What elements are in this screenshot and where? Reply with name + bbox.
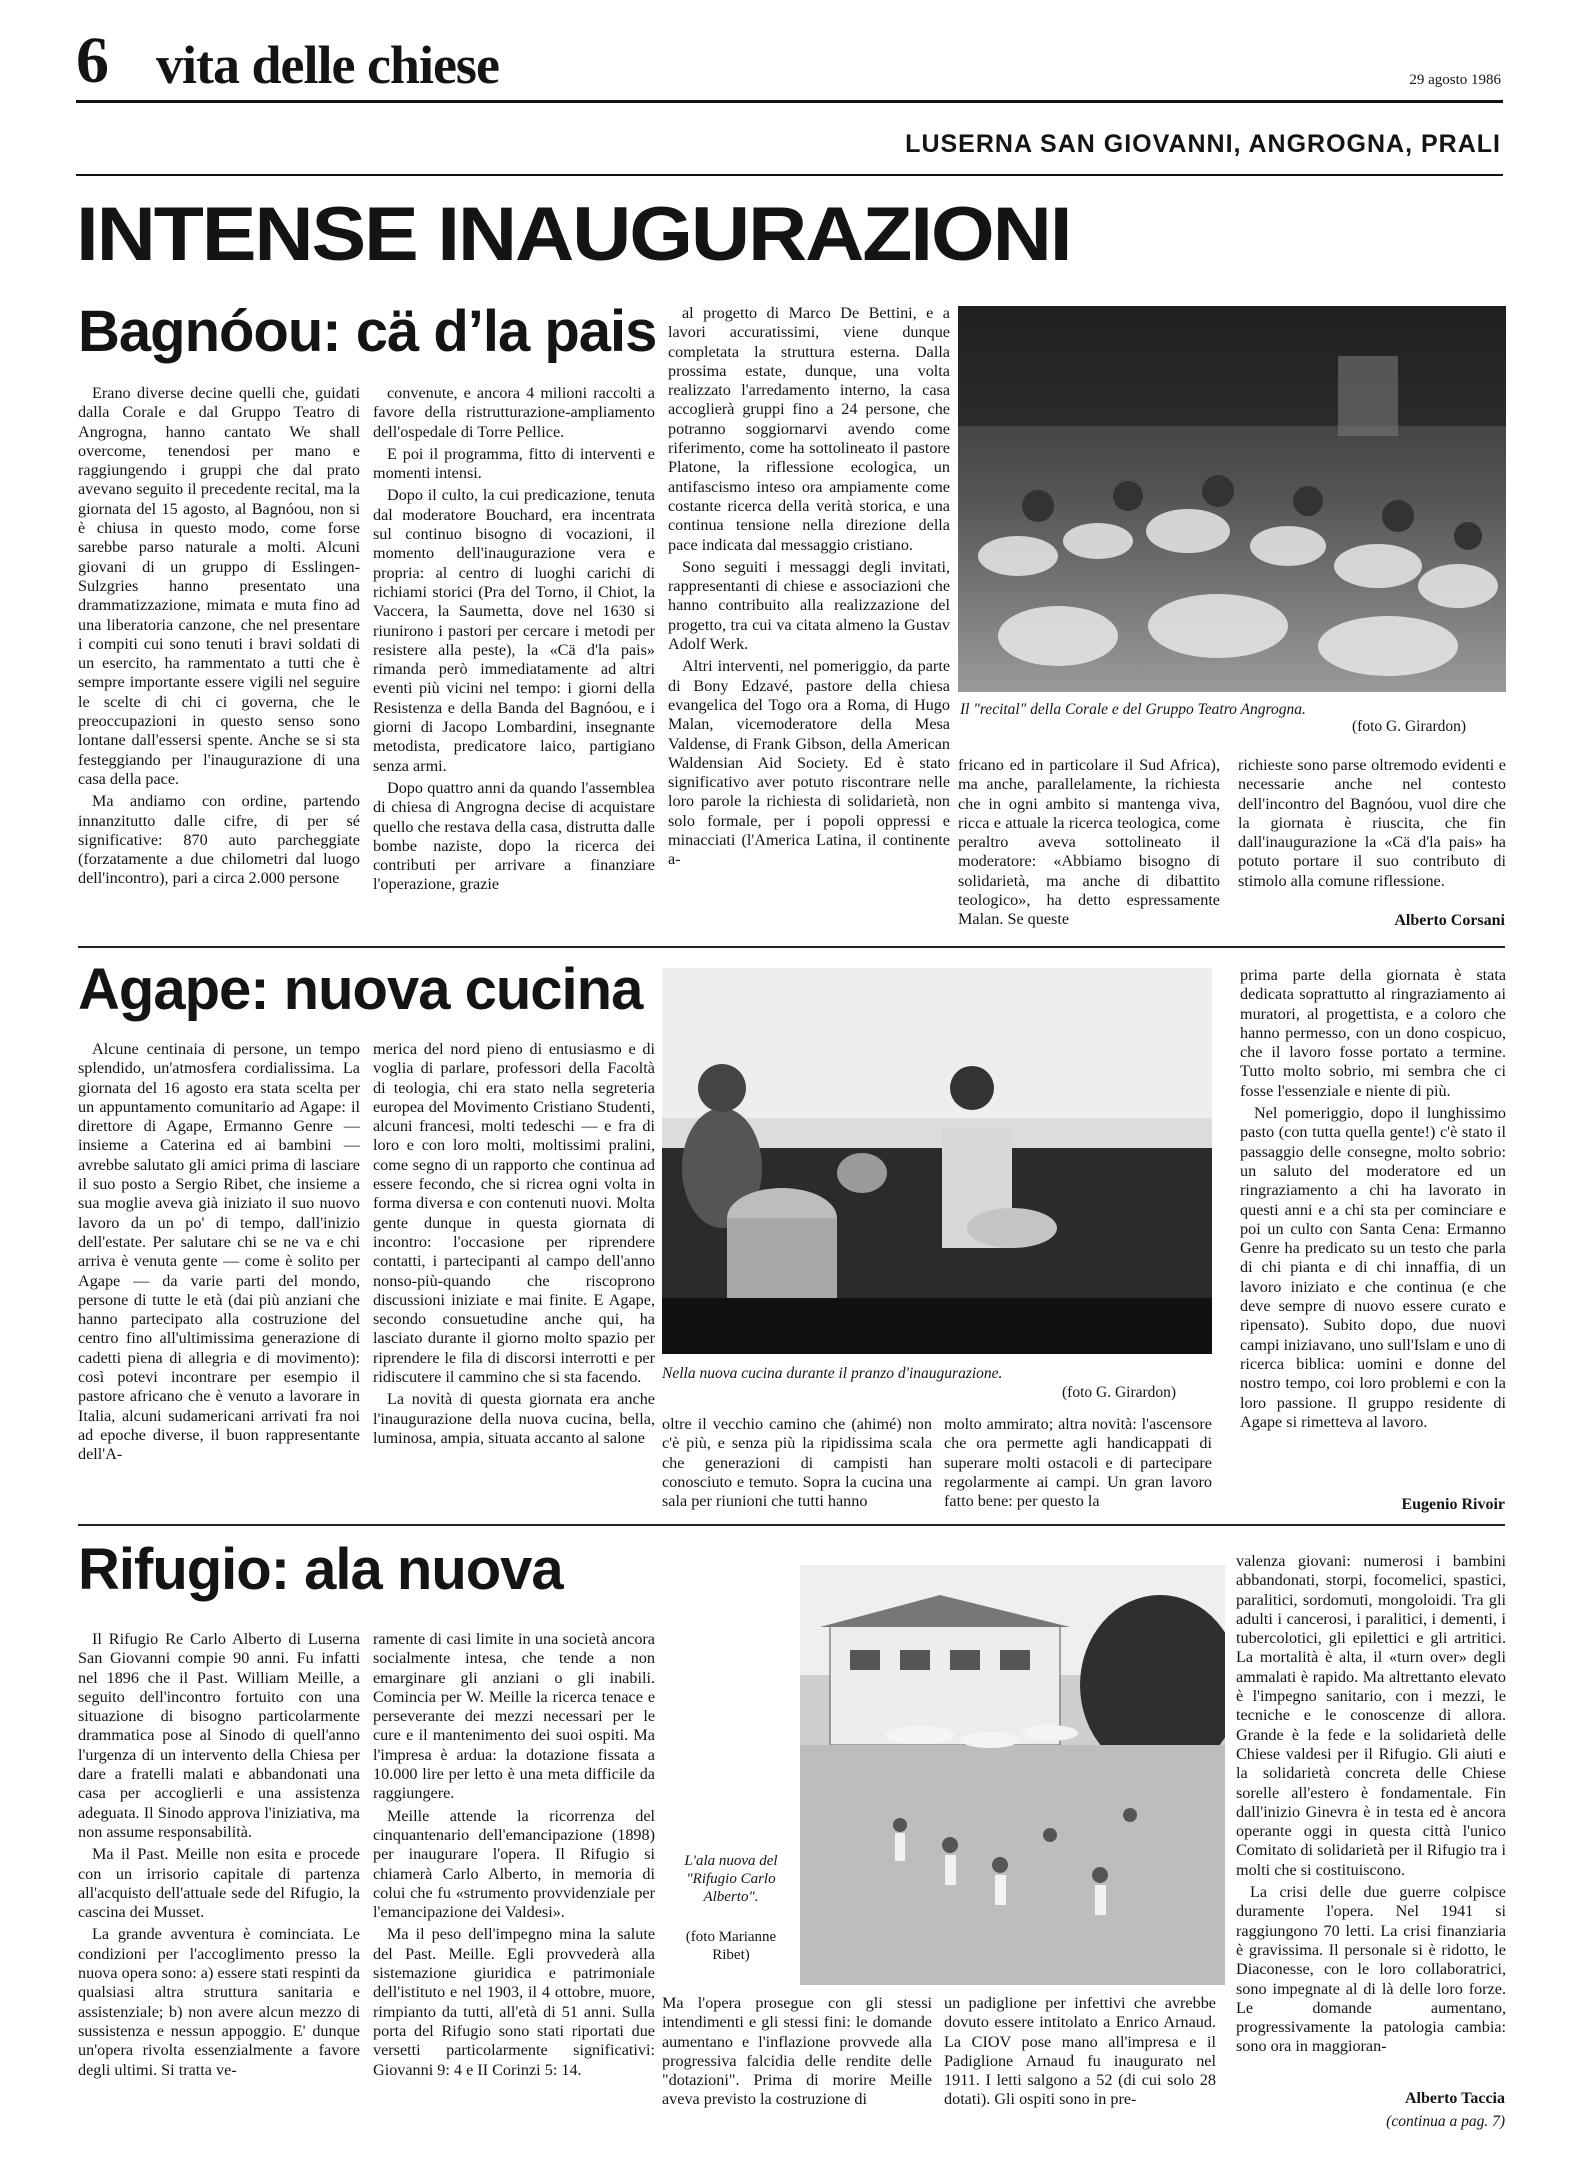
article1-paragraph: Dopo quattro anni da quando l'assemblea di chiesa di Angrogna decise di acquistare quello che restava della casa, distrutta dalle bombe naziste, dopo la ricerca dei contributi per arrivare a finanziare l'operazione, grazie [373,778,655,894]
article3-paragraph: Ma l'opera prosegue con gli stessi intendimenti e gli stessi fini: le domande aumentano e l'inflazione provvede alla progressiva falcidia delle rendite delle "dotazioni". Prima di morire Meille aveva previsto la costruzione di [662,1994,932,2109]
article1-paragraph: E poi il programma, fitto di interventi e momenti intensi. [373,444,655,483]
article3-column-3 [662,1994,932,2120]
article1-paragraph: Sono seguiti i messaggi degli invitati, rappresentanti di chiese e associazioni che hanno contribuito alla realizzazione del progetto, tra cui va citata almeno la Gustav Adolf Werk. [668,557,950,654]
article3-paragraph: un padiglione per infettivi che avrebbe dovuto essere intitolato a Enrico Arnaud. La CIOV pose mano all'impresa e il Padiglione Arnaud fu inaugurato nel 1911. I letti salgono a 52 (di cui solo 28 dotati). Gli ospiti sono in pre- [944,1994,1216,2109]
article3-paragraph: Ma il Past. Meille non esita e procede con un irrisorio capitale di partenza all'acquisto dell'attuale sede del Rifugio, la cascina dei Musset. [78,1845,360,1922]
recital-photo-credit: (foto G. Girardon) [1352,718,1467,735]
article1-paragraph: richieste sono parse oltremodo evidenti e necessarie anche nel contesto dell'incontro del Bagnóou, vuol dire che la giornata è riuscita, che fin dall'inaugurazione la «Cä d'la pais» ha potuto portare il suo contributo di stimolo alla comune riflessione. [1238,756,1506,890]
kitchen-photo [662,968,1212,1354]
article1-paragraph: Ma andiamo con ordine, partendo innanzitutto dalle cifre, di per sé significative: 870 auto parcheggiate (forzatamente a due chilometri dal luogo dell'incontro), pari a circa 2.000 persone [78,792,360,888]
article1-column-1 [78,384,360,939]
article2-column-2 [373,1040,655,1514]
article1-paragraph: fricano ed in particolare il Sud Africa), ma anche, parallelamente, la richiesta che in ogni ambito si mantenga viva, ricca e attuale la ricerca teologica, come peraltro aveva sottolineato il moderatore: «Abbiamo bisogno di solidarietà, ma anche di dibattito teologico», ha detto espressamente Malan. Se queste [958,756,1220,929]
article3-signature: Alberto Taccia [1405,2090,1505,2107]
rifugio-photo [800,1565,1225,1985]
article1-paragraph: Altri interventi, nel pomeriggio, da parte di Bony Edzavé, pastore della chiesa evangelica del Togo ora a Roma, di Hugo Malan, vicemoderatore della Mesa Valdense, di Frank Gibson, della American Waldensian Aid Society. Ed è stato significativo aver potuto riscontrare nelle loro parole la richiesta di solidarietà, non solo formale, per i popoli oppressi e minacciati (l'America Latina, il continente a- [668,657,950,869]
issue-date: 29 agosto 1986 [1409,72,1501,88]
rifugio-photo-credit: (foto Marianne Ribet) [685,1929,777,1963]
article2-paragraph: Nel pomeriggio, dopo il lunghissimo pasto (con tutta quella gente!) c'è stato il passaggio delle consegne, molto sobrio: un saluto del moderatore ed un ringraziamento a chi ha lavorato in questi anni e a chi sta per cominciare e poi un culto con Santa Cena: Ermanno Genre ha predicato su un testo che parla di chi pianta e di chi innaffia, di un lavoro iniziato e che continua (e che deve sempre di nuovo essere curato e ripensato). Subito dopo, due nuovi campi iniziavano, uno sull'Islam e uno di ricerca biblica: uomini e donne del nostro tempo, coi loro problemi e con la loro passione. Il gruppo residente di Agape si rimetteva al lavoro. [1240,1104,1506,1431]
article1-signature: Alberto Corsani [1394,912,1505,929]
article2-paragraph: prima parte della giornata è stata dedicata soprattutto al ringraziamento ai muratori, al progettista, e a coloro che hanno permesso, con un dono cospicuo, che il lavoro fosse portato a termine. Tutto molto sobrio, mi sembra che ci fosse l'essenziale e niente di più. [1240,966,1506,1100]
kitchen-photo-image [662,968,1212,1354]
article2-headline: Agape: nuova cucina [78,957,643,1022]
rifugio-photo-caption: L'ala nuova del "Rifugio Carlo Alberto". [684,1853,778,1905]
locations-header: LUSERNA SAN GIOVANNI, ANGROGNA, PRALI [905,130,1501,158]
article2-paragraph: merica del nord pieno di entusiasmo e di voglia di parlare, professori della Facoltà di teologia, chi era stato nella segreteria europea del Movimento Cristiano Studenti, alcuni francesi, molti tedeschi — e fra di loro e con loro molti, moltissimi pralini, come segno di un rapporto che continua ad essere fecondo, che si ricrea ogni volta in forma diversa e con contenuti nuovi. Molta gente dunque in questa giornata di incontro: l'occasione per riprendere contatti, i partecipanti al campo dell'anno nonso-più-quando che riscoprono discussioni iniziate e mai finite. E Agape, secondo consuetudine anche qui, ha lasciato durante il giorno molto spazio per riprendere le fila di discorsi interrotti e per ridiscutere il cammino che si sta facendo. [373,1040,655,1387]
article2-column-4 [944,1415,1212,1515]
article3-paragraph: Ma il peso dell'impegno mina la salute del Past. Meille. Egli provvederà alla sistemazione giuridica e patrimoniale dell'istituto e nel 1903, il 4 ottobre, muore, rimpianto da tutti, all'età di 51 anni. Sulla porta del Rifugio sono stati riportati due versetti particolarmente significativi: Giovanni 9: 4 e II Corinzi 5: 14. [373,1925,655,2079]
article3-paragraph: Il Rifugio Re Carlo Alberto di Luserna San Giovanni compie 90 anni. Fu infatti nel 1896 che il Past. William Meille, a seguito dell'incontro fortuito con una situazione di bisogno particolarmente drammatica pose al Sinodo di quell'anno l'urgenza di un intervento della Chiesa per dare a fratelli malati e abbandonati una casa per accoglierli e una assistenza adeguata. Il Sinodo approva l'iniziativa, ma non assume responsabilità. [78,1630,360,1841]
kitchen-photo-credit: (foto G. Girardon) [1062,1384,1177,1401]
article-divider [78,1524,1505,1526]
article2-column-5 [1240,966,1506,1486]
section-title: vita delle chiese [156,35,499,95]
article2-column-3 [662,1415,932,1515]
subheader-rule [76,174,1503,176]
article1-column-2 [373,384,655,939]
article3-column-4 [944,1994,1216,2120]
article2-signature: Eugenio Rivoir [1401,1496,1505,1513]
recital-photo-image [958,306,1506,692]
continued-note: (continua a pag. 7) [1386,2113,1505,2130]
article1-paragraph: Erano diverse decine quelli che, guidati dalla Corale e dal Gruppo Teatro di Angrogna, hanno cantato We shall overcome, tenendosi per mano e raggiungendo i gruppi che dal prato avevano seguito il precedente recital, ma la giornata del 15 agosto, al Bagnóou, non si è chiusa in questo modo, come forse sarebbe parso naturale a molti. Alcuni giovani di un gruppo di Esslingen-Sulzgries hanno presentato una drammatizzazione, mimata e muta fino ad una liberatoria canzone, che nel presentare i compiti cui sono tenuti i bravi soldati di un esercito, ha rammentato a tutti che è sempre importante essere vigili nel seguire le scelte di chi ci governa, che le preoccupazioni in questo senso sono lontane dall'essersi spente. Anche se si sta festeggiando per l'inaugurazione di una casa della pace. [78,384,360,788]
recital-photo [958,306,1506,692]
main-headline: INTENSE INAUGURAZIONI [76,192,1071,277]
header-rule [76,100,1503,103]
rifugio-photo-image [800,1565,1225,1985]
article1-column-4 [958,756,1220,938]
article-divider [78,946,1505,948]
article3-column-1 [78,1630,360,2120]
article1-headline: Bagnóou: cä d’la pais [78,299,657,364]
article1-paragraph: Dopo il culto, la cui predicazione, tenuta dal moderatore Bouchard, era incentrata sul continuo bisogno di vocazioni, il momento dell'inaugurazione vera e propria: al centro di luoghi carichi di richiami storici (Pra del Torno, il Chiot, la Vaccera, la Saumetta, dove nel 1630 si riunirono i pastori per cercare i metodi per resistere alla peste), la «Cä d'la pais» rimanda però immediatamente ad altri eventi più vicini nel tempo: i giorni della Resistenza e della Banda del Bagnóou, e i giorni di Jacopo Lombardini, insegnante metodista, predicatore laico, partigiano senza armi. [373,486,655,775]
kitchen-photo-caption: Nella nuova cucina durante il pranzo d'inaugurazione. [662,1365,1003,1382]
article2-paragraph: molto ammirato; altra novità: l'ascensore che ora permette agli handicappati di superare molti ostacoli e di partecipare regolarmente ai campi. Un gran lavoro fatto bene: per questo la [944,1415,1212,1511]
article1-column-5 [1238,756,1506,898]
article3-column-2 [373,1630,655,2120]
article2-column-1 [78,1040,360,1514]
article1-paragraph: al progetto di Marco De Bettini, e a lavori accuratissimi, viene dunque completata la struttura esterna. Dalla prossima estate, dunque, una volta realizzato l'arredamento interno, la casa accoglierà gruppi fino a 24 persone, che potranno soggiornarvi avendo come riferimento, come ha sottolineato il pastore Platone, la riflessione ecologica, un antifascismo inteso ora ampiamente come costante ricerca della verità storica, e una continua tensione nella direzione della pace indicata dal messaggio cristiano. [668,304,950,554]
article2-paragraph: La novità di questa giornata era anche l'inaugurazione della nuova cucina, bella, luminosa, ampia, situata accanto al salone [373,1390,655,1447]
article1-paragraph: convenute, e ancora 4 milioni raccolti a favore della ristrutturazione-ampliamento dell'ospedale di Torre Pellice. [373,384,655,441]
recital-photo-caption: Il "recital" della Corale e del Gruppo Teatro Angrogna. [960,701,1306,718]
article3-paragraph: Meille attende la ricorrenza del cinquantenario dell'emancipazione (1898) per inaugurare l'opera. Il Rifugio si chiamerà Carlo Alberto, in memoria di colui che fu «strumento provvidenziale per l'emancipazione dei Valdesi». [373,1806,655,1922]
article3-paragraph: La crisi delle due guerre colpisce duramente l'opera. Nel 1941 si raggiungono 70 letti. La crisi finanziaria è gravissima. Il personale si è ridotto, le Diaconesse, con le loro collaboratrici, sono impegnate al di là delle loro forze. Le domande aumentano, progressivamente la patologia cambia: sono ora in maggioran- [1236,1883,1506,2056]
article3-paragraph: ramente di casi limite in una società ancora socialmente intesa, che tende a non emarginare gli anziani o gli inabili. Comincia per W. Meille la ricerca tenace e perseverante dei mezzi necessari per le cure e il mantenimento dei suoi ospiti. Ma l'impresa è ardua: la dotazione fissata a 10.000 lire per letto è una meta difficile da raggiungere. [373,1630,655,1803]
article3-column-5 [1236,1552,1506,2080]
article2-paragraph: Alcune centinaia di persone, un tempo splendido, un'atmosfera cordialissima. La giornata del 16 agosto era stata scelta per un appuntamento comunitario ad Agape: il direttore di Agape, Ermanno Genre — insieme a Caterina ed ai bambini — avrebbe salutato gli amici prima di lasciare il suo posto a Sergio Ribet, che insieme a sua moglie aveva già iniziato il suo nuovo lavoro da un po' di tempo, dall'inizio dell'estate. Per salutare chi se ne va e chi arriva è venuta gente — come è solito per Agape — da varie parti del mondo, persone di tutte le età (dai più anziani che hanno partecipato alla costruzione del centro fino all'ultimissima generazione di cadetti piena di allegria e di movimento): così potevi incontrare per esempio il pastore africano che è venuto a lavorare in Italia, alcuni sudamericani arrivati fra noi ad epoche diverse, il buon rappresentante dell'A- [78,1040,360,1464]
article3-headline: Rifugio: ala nuova [78,1537,563,1602]
article1-column-3 [668,304,950,939]
article2-paragraph: oltre il vecchio camino che (ahimé) non c'è più, e senza più la ripidissima scala che generazioni di campisti han conosciuto e temuto. Sopra la cucina una sala per riunioni che tutti hanno [662,1415,932,1511]
page-number: 6 [76,24,109,97]
article3-paragraph: valenza giovani: numerosi i bambini abbandonati, storpi, focomelici, spastici, paralitici, sordomuti, mongoloidi. Tra gli adulti i cancerosi, i paralitici, i dementi, i tubercolotici, gli epilettici e gli artritici. La mortalità è alta, il «turn over» degli ammalati è rapido. Ma altrettanto elevato è l'impegno sanitario, con i mezzi, le tecniche e le conoscenze di allora. Grande è la fede e la solidarietà delle Chiese valdesi per il Rifugio. Gli aiuti e la solidarietà concreta delle Chiese sorelle all'estero è fondamentale. Fin dall'inizio Ginevra è in testa ed è ancora operante oggi in questa città l'unico Comitato di solidarietà per il Rifugio tra i molti che si costituiscono. [1236,1552,1506,1879]
article3-paragraph: La grande avventura è cominciata. Le condizioni per l'accoglimento presso la nuova opera sono: a) essere stati respinti da qualsiasi altra struttura sanitaria e assistenziale; b) non avere alcun mezzo di sussistenza e nessun appoggio. E' dunque un'opera rivolta essenzialmente a favore degli ultimi. Si tratta ve- [78,1925,360,2079]
